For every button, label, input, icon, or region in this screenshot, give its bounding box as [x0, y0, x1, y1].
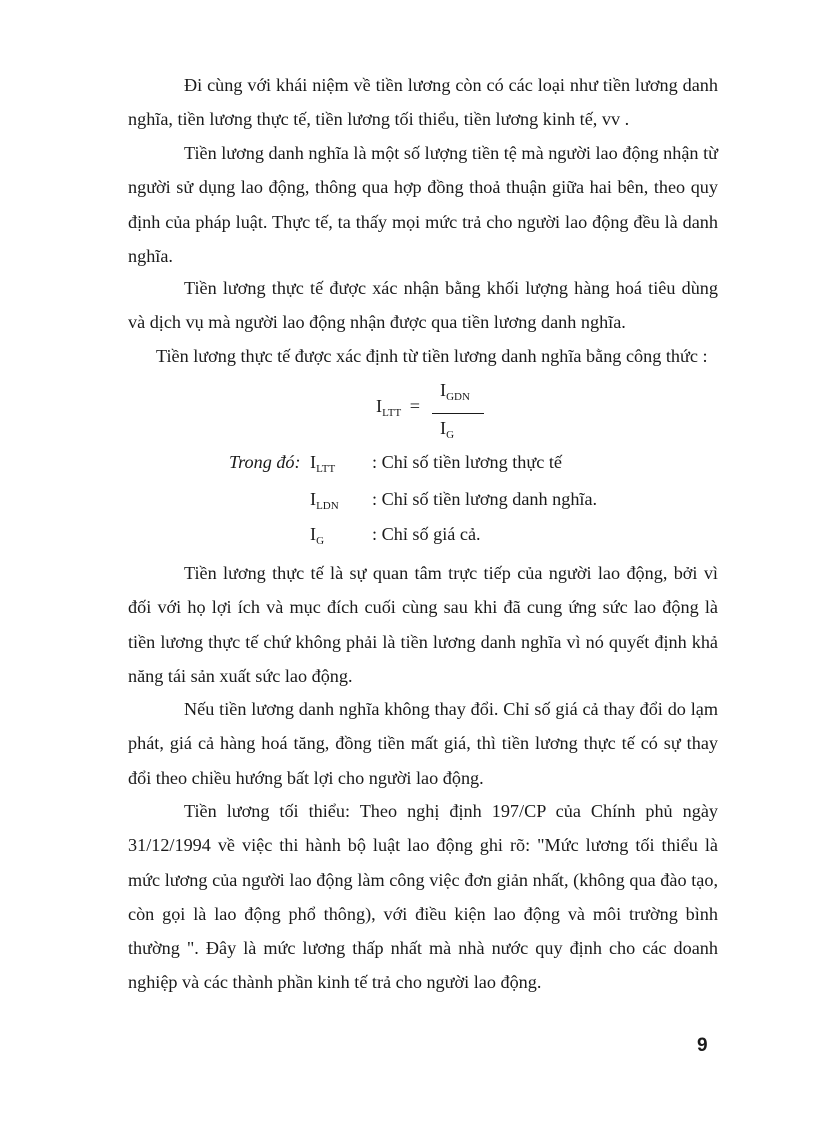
definitions-intro: Trong đó:: [229, 452, 301, 472]
formula-lhs: $I_{LTT}$ =: [376, 396, 421, 419]
paragraph-7: Tiền lương tối thiểu: Theo nghị định 197/CP của Chính phủ ngày 31/12/1994 về việc thi hành bộ luật lao động ghi rõ: "Mức lương tối thiểu là mức lương của người lao động làm công việc đơn giản nhất, (không qua đào tạo, còn gọi là lao động phổ thông), với điều kiện lao động và môi trường bình thường ". Đây là mức lương thấp nhất mà nhà nước quy định cho các doanh nghiệp và các thành phần kinh tế trả cho người lao động.: [128, 801, 718, 993]
formula-denominator: $I_G$: [440, 418, 455, 441]
paragraph-6: Nếu tiền lương danh nghĩa không thay đổi. Chỉ số giá cả thay đổi do lạm phát, giá cả hàng hoá tăng, đồng tiền mất giá, thì tiền lương thực tế có sự thay đổi theo chiều hướng bất lợi cho người lao động.: [128, 699, 718, 788]
page-number: 9: [697, 1035, 708, 1056]
paragraph-1: Đi cùng với khái niệm về tiền lương còn có các loại như tiền lương danh nghĩa, tiền lương thực tế, tiền lương tối thiểu, tiền lương kinh tế, vv .: [128, 75, 718, 130]
def-sym-1: $I_{LTT}$: [310, 452, 336, 475]
paragraph-2: Tiền lương danh nghĩa là một số lượng tiền tệ mà người lao động nhận từ người sử dụng lao động, thông qua hợp đồng thoả thuận giữa hai bên, theo quy định của pháp luật. Thực tế, ta thấy mọi mức trả cho người lao động đều là danh nghĩa.: [128, 143, 718, 266]
def-desc-1: : Chỉ số tiền lương thực tế: [372, 452, 562, 472]
def-sym-2: $I_{LDN}$: [310, 489, 339, 512]
def-desc-2: : Chỉ số tiền lương danh nghĩa.: [372, 489, 598, 509]
paragraph-3: Tiền lương thực tế được xác nhận bằng khối lượng hàng hoá tiêu dùng và dịch vụ mà người lao động nhận được qua tiền lương danh nghĩa.: [128, 278, 718, 333]
def-desc-3: : Chỉ số giá cả.: [372, 524, 481, 544]
def-sym-3: $I_G$: [310, 524, 325, 547]
fraction-bar: [432, 413, 484, 414]
paragraph-4: Tiền lương thực tế được xác định từ tiền lương danh nghĩa bằng công thức :: [156, 346, 708, 366]
formula-numerator: $I_{GDN}$: [440, 380, 470, 403]
paragraph-5: Tiền lương thực tế là sự quan tâm trực tiếp của người lao động, bởi vì đối với họ lợi ích và mục đích cuối cùng sau khi đã cung ứng sức lao động là tiền lương thực tế chứ không phải là tiền lương danh nghĩa vì nó quyết định khả năng tái sản xuất sức lao động.: [128, 563, 718, 686]
